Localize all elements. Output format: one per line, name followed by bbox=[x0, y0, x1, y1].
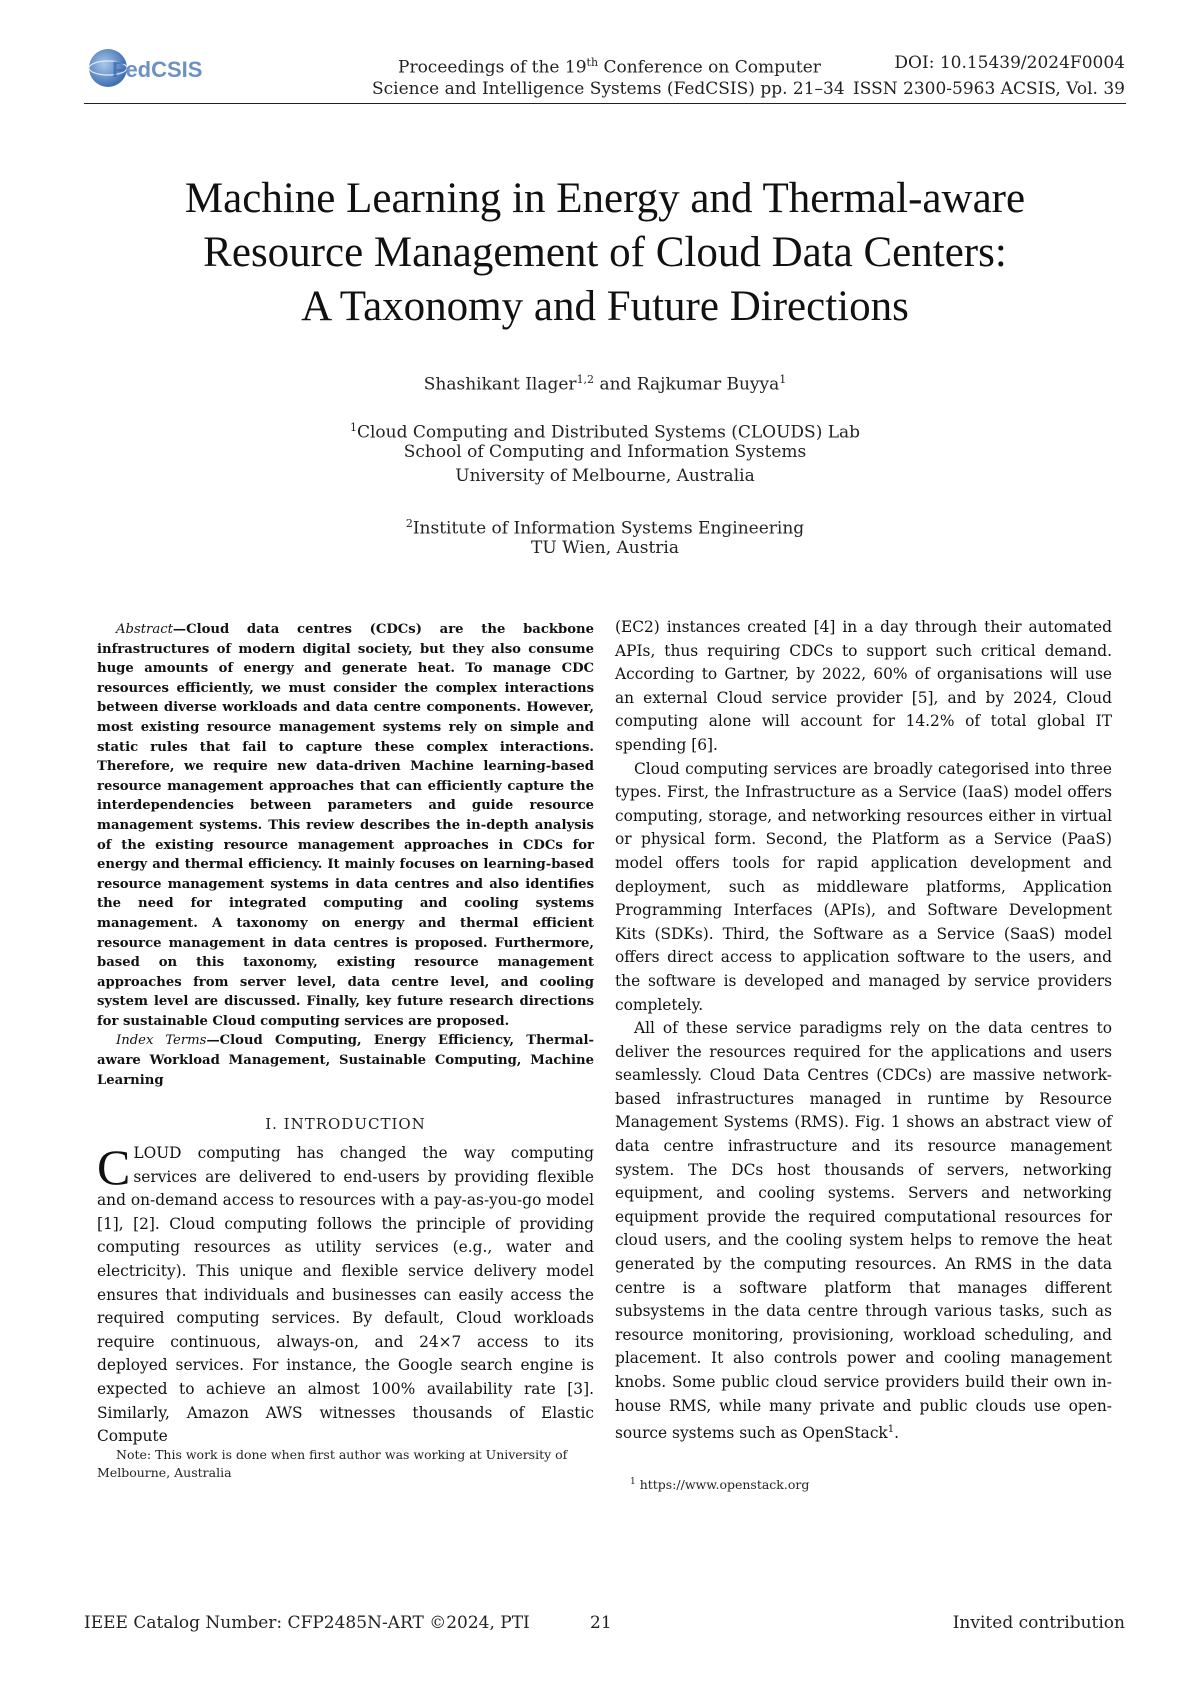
page-number: 21 bbox=[590, 1613, 612, 1633]
svg-text:FedCSIS: FedCSIS bbox=[112, 57, 203, 82]
affiliation-1-line-1: $^1$Cloud Computing and Distributed Systems (CLOUDS) Lab bbox=[349, 421, 861, 443]
abstract bbox=[97, 620, 594, 1090]
abstract-text: —Cloud data centres (CDCs) are the backbone infrastructures of modern digital society, but they also consume huge amounts of energy and generate heat. To manage CDC resources efficiently, we must consider the complex interactions between diverse workloads and data centre components. However, most existing resource management systems rely on simple and static rules that fail to capture these complex interactions. Therefore, we require new data-driven Machine learning-based resource management approaches that can efficiently capture the interdependencies between parameters and guide resource management systems. This review describes the in-depth analysis of the existing resource management approaches in CDCs for energy and thermal efficiency. It mainly focuses on learning-based resource management systems in data centres and also identifies the need for integrated computing and cooling systems management. A taxonomy on energy and thermal efficient resource management in data centres is proposed. Furthermore, based on this taxonomy, existing resource management approaches from server level, data centre level, and cooling system level are discussed. Finally, key future research directions for sustainable Cloud computing services are proposed. bbox=[97, 622, 594, 1029]
authors: Shashikant Ilager$^{1,2}$ and Rajkumar Buyya$^1$ bbox=[423, 373, 787, 395]
contribution-type: Invited contribution bbox=[952, 1613, 1125, 1633]
fedcsis-logo bbox=[84, 44, 203, 90]
footnote-link[interactable]: https://www.openstack.org bbox=[635, 1477, 810, 1493]
affiliation-2-line-2: TU Wien, Austria bbox=[531, 538, 679, 558]
index-terms-label: Index Terms bbox=[116, 1033, 207, 1049]
paper-title bbox=[84, 172, 1126, 334]
title-line-3: A Taxonomy and Future Directions bbox=[301, 283, 909, 330]
doi: DOI: 10.15439/2024F0004 bbox=[894, 53, 1125, 73]
index-terms-text: —Cloud Computing, Energy Efficiency, Thermal-aware Workload Management, Sustainable Computing, Machine Learning bbox=[97, 1033, 594, 1088]
abstract-label: Abstract bbox=[116, 622, 173, 637]
right-column-body bbox=[615, 616, 1112, 1446]
section-heading-introduction: I. INTRODUCTION bbox=[265, 1115, 426, 1133]
affiliation-2-line-1: $^2$Institute of Information Systems Engineering bbox=[405, 517, 805, 539]
footnote-openstack: $^1$ https://www.openstack.org bbox=[630, 1477, 810, 1493]
right-paragraph-3: All of these service paradigms rely on the data centres to deliver the resources required for the applications and users seamlessly. Cloud Data Centres (CDCs) are massive network-based infrastructures managed in runtime by Resource Management Systems (RMS). Fig. 1 shows an abstract view of data centre infrastructure and its resource management system. The DCs host thousands of servers, networking equipment, and cooling systems. Servers and networking equipment provide the required computational resources for cloud users, and the cooling system helps to remove the heat generated by the computing resources. An RMS in the data centre is a software platform that manages different subsystems in the data centre through various tasks, such as resource monitoring, provisioning, workload scheduling, and placement. It also controls power and cooling management knobs. Some public cloud service providers build their own in-house RMS, while many private and public clouds use open-source systems such as OpenStack$^1$. bbox=[615, 1019, 1112, 1443]
title-line-2: Resource Management of Cloud Data Centers: bbox=[203, 229, 1007, 276]
intro-paragraph-1: LOUD computing has changed the way computing services are delivered to end-users by providing flexible and on-demand access to resources with a pay-as-you-go model [1], [2]. Cloud computing follows the principle of providing computing resources as utility services (e.g., water and electricity). This unique and flexible service delivery model ensures that individuals and businesses can easily access the required computing services. By default, Cloud workloads require continuous, always-on, and 24×7 access to its deployed services. For instance, the Google search engine is expected to achieve an almost 100% availability rate [3]. Similarly, Amazon AWS witnesses thousands of Elastic Compute bbox=[97, 1144, 594, 1446]
right-paragraph-2: Cloud computing services are broadly categorised into three types. First, the Infrastructure as a Service (IaaS) model offers computing, storage, and networking resources either in virtual or physical form. Second, the Platform as a Service (PaaS) model offers tools for rapid application development and deployment, such as middleware platforms, Application Programming Interfaces (APIs), and Software Development Kits (SDKs). Third, the Software as a Service (SaaS) model offers direct access to application software to the users, and the software is developed and managed by service providers completely. bbox=[615, 759, 1112, 1014]
catalog-number: IEEE Catalog Number: CFP2485N-ART ©2024, PTI bbox=[84, 1613, 530, 1633]
drop-cap: C bbox=[97, 1139, 131, 1195]
affiliation-1-line-3: University of Melbourne, Australia bbox=[455, 466, 755, 486]
right-paragraph-1: (EC2) instances created [4] in a day through their automated APIs, thus requiring CDCs to support such critical demand. According to Gartner, by 2022, 60% of organisations will use an external Cloud service provider [5], and by 2024, Cloud computing alone will account for 14.2% of total global IT spending [6]. bbox=[615, 618, 1112, 754]
affiliation-1-line-2: School of Computing and Information Systems bbox=[403, 442, 807, 462]
introduction-body bbox=[97, 1139, 594, 1449]
proceedings-line-1: Proceedings of the 19th Conference on Computer bbox=[398, 56, 821, 78]
title-line-1: Machine Learning in Energy and Thermal-aware bbox=[184, 175, 1026, 222]
author-note: Note: This work is done when first author was working at University of Melbourne, Australia bbox=[97, 1447, 568, 1480]
issn: ISSN 2300-5963 ACSIS, Vol. 39 bbox=[853, 79, 1125, 99]
proceedings-line-2: Science and Intelligence Systems (FedCSIS) pp. 21–34 bbox=[372, 79, 845, 99]
header-rule bbox=[84, 103, 1126, 104]
